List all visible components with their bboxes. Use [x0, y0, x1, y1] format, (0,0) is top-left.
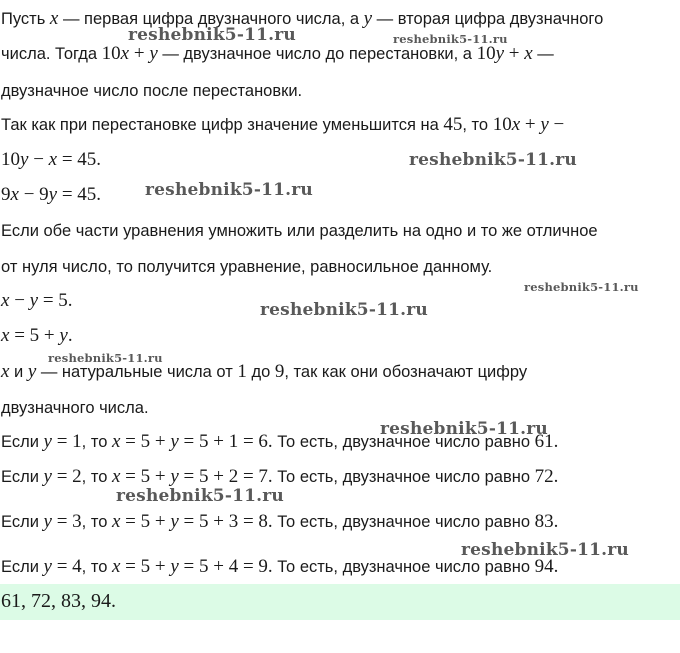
math-segment: x	[524, 43, 533, 64]
math-segment: 9	[1, 184, 11, 205]
watermark: reshebnik5-11.ru	[128, 25, 296, 45]
watermark: reshebnik5-11.ru	[380, 419, 548, 439]
math-segment: 94.	[534, 556, 559, 577]
equation-line-1	[1, 149, 101, 171]
math-segment: = 1	[51, 431, 82, 452]
math-segment: y	[59, 325, 68, 346]
text-segment: , то	[81, 513, 112, 531]
text-segment: То есть, двузначное число равно	[272, 558, 535, 576]
math-segment: x	[120, 43, 130, 64]
case-line-3	[1, 511, 558, 533]
watermark: reshebnik5-11.ru	[145, 180, 313, 200]
math-segment: y	[43, 556, 52, 577]
math-segment: = 5 + 3 = 8.	[178, 511, 273, 532]
watermark: reshebnik5-11.ru	[116, 486, 284, 506]
text-segment: Так как при перестановке цифр значение уменьшится на	[1, 116, 444, 134]
math-segment: = 2	[51, 466, 82, 487]
math-segment: = 3	[51, 511, 82, 532]
math-segment: y	[43, 466, 52, 487]
text-segment: Если	[1, 468, 44, 486]
math-segment: = 45.	[57, 184, 102, 205]
math-segment: y	[48, 184, 58, 205]
text-segment: То есть, двузначное число равно	[272, 433, 535, 451]
math-segment: 10	[492, 114, 512, 135]
text-segment: и	[9, 363, 28, 381]
text-segment: до	[246, 363, 275, 381]
math-segment: 72.	[534, 466, 559, 487]
math-segment: y	[495, 43, 504, 64]
watermark: reshebnik5-11.ru	[260, 300, 428, 320]
equation-line-4	[1, 325, 73, 347]
text-segment: от нуля число, то получится уравнение, равносильное данному.	[1, 258, 493, 276]
text-segment: — вторая цифра двузначного	[372, 10, 604, 28]
math-segment: .	[67, 325, 73, 346]
math-segment: 45	[443, 114, 463, 135]
math-segment: y	[170, 431, 179, 452]
math-segment: y	[43, 511, 52, 532]
math-segment: = 5 + 1 = 6.	[178, 431, 273, 452]
math-segment: x	[111, 431, 121, 452]
math-segment: = 5 +	[9, 325, 60, 346]
text-segment: То есть, двузначное число равно	[272, 513, 535, 531]
text-line-3	[1, 80, 302, 102]
text-segment: двузначное число после перестановки.	[1, 82, 303, 100]
math-segment: 83.	[534, 511, 559, 532]
math-segment: x	[1, 325, 10, 346]
case-line-2	[1, 466, 558, 488]
math-segment: y	[540, 114, 549, 135]
equation-line-3	[1, 290, 73, 312]
text-line-1	[1, 8, 603, 30]
math-segment: −	[548, 114, 565, 135]
math-segment: y	[20, 149, 29, 170]
math-segment: = 5.	[38, 290, 73, 311]
math-segment: x	[49, 8, 59, 29]
text-segment: , то	[81, 558, 112, 576]
text-segment: Если	[1, 513, 44, 531]
math-segment: x	[1, 290, 10, 311]
math-segment: = 5 +	[120, 466, 171, 487]
text-segment: — первая цифра двузначного числа, а	[58, 10, 364, 28]
math-segment: y	[29, 290, 39, 311]
math-segment: 1	[237, 361, 247, 382]
text-segment: , то	[81, 433, 112, 451]
math-segment: x	[111, 511, 121, 532]
math-segment: +	[520, 114, 541, 135]
math-segment: y	[170, 466, 179, 487]
math-segment: y	[43, 431, 52, 452]
math-segment: x	[111, 466, 121, 487]
text-line-5	[1, 220, 598, 242]
math-segment: x	[511, 114, 521, 135]
math-segment: x	[48, 149, 58, 170]
math-segment: = 5 + 2 = 7.	[178, 466, 273, 487]
math-segment: 10	[1, 149, 20, 170]
watermark: reshebnik5-11.ru	[48, 351, 163, 365]
text-line-6	[1, 256, 492, 278]
text-segment: Пусть	[1, 10, 50, 28]
watermark: reshebnik5-11.ru	[393, 32, 508, 46]
math-segment: = 5 + 4 = 9.	[178, 556, 273, 577]
math-segment: y	[363, 8, 373, 29]
text-segment: То есть, двузначное число равно	[272, 468, 535, 486]
math-segment: −	[28, 149, 49, 170]
text-segment: , так как они обозначают цифру	[284, 363, 528, 381]
text-segment: , то	[462, 116, 493, 134]
text-segment: , то	[81, 468, 112, 486]
math-segment: +	[504, 43, 525, 64]
text-segment: — двузначное число до перестановки, а	[157, 45, 477, 63]
math-segment: 9	[274, 361, 285, 382]
equation-line-2	[1, 184, 101, 206]
math-segment: 10	[476, 43, 496, 64]
text-segment: Если	[1, 558, 44, 576]
text-line-8	[1, 397, 149, 419]
math-segment: = 5 +	[120, 511, 171, 532]
math-segment: x	[111, 556, 121, 577]
math-segment: x	[10, 184, 19, 205]
text-line-2	[1, 43, 554, 65]
text-segment: —	[532, 45, 554, 63]
text-line-4	[1, 114, 564, 136]
math-segment: − 9	[18, 184, 49, 205]
text-segment: — натуральные числа от	[36, 363, 238, 381]
math-segment: y	[170, 556, 179, 577]
math-segment: 10	[101, 43, 121, 64]
math-segment: +	[129, 43, 150, 64]
math-segment: = 45.	[57, 149, 102, 170]
math-segment: = 5 +	[120, 556, 171, 577]
watermark: reshebnik5-11.ru	[409, 150, 577, 170]
answer-text: 61, 72, 83, 94.	[1, 590, 116, 612]
text-segment: Если	[1, 433, 44, 451]
math-segment: = 4	[51, 556, 82, 577]
math-segment: = 5 +	[120, 431, 171, 452]
math-segment: −	[9, 290, 30, 311]
math-segment: y	[149, 43, 158, 64]
text-segment: числа. Тогда	[1, 45, 102, 63]
math-segment: y	[170, 511, 179, 532]
answer-box	[0, 584, 680, 620]
math-segment: x	[1, 361, 10, 382]
text-segment: Если обе части уравнения умножить или разделить на одно и то же отличное	[1, 222, 598, 240]
math-segment: 61.	[534, 431, 559, 452]
text-segment: двузначного числа.	[1, 399, 149, 417]
watermark: reshebnik5-11.ru	[461, 540, 629, 560]
watermark: reshebnik5-11.ru	[524, 280, 639, 294]
math-segment: y	[27, 361, 37, 382]
